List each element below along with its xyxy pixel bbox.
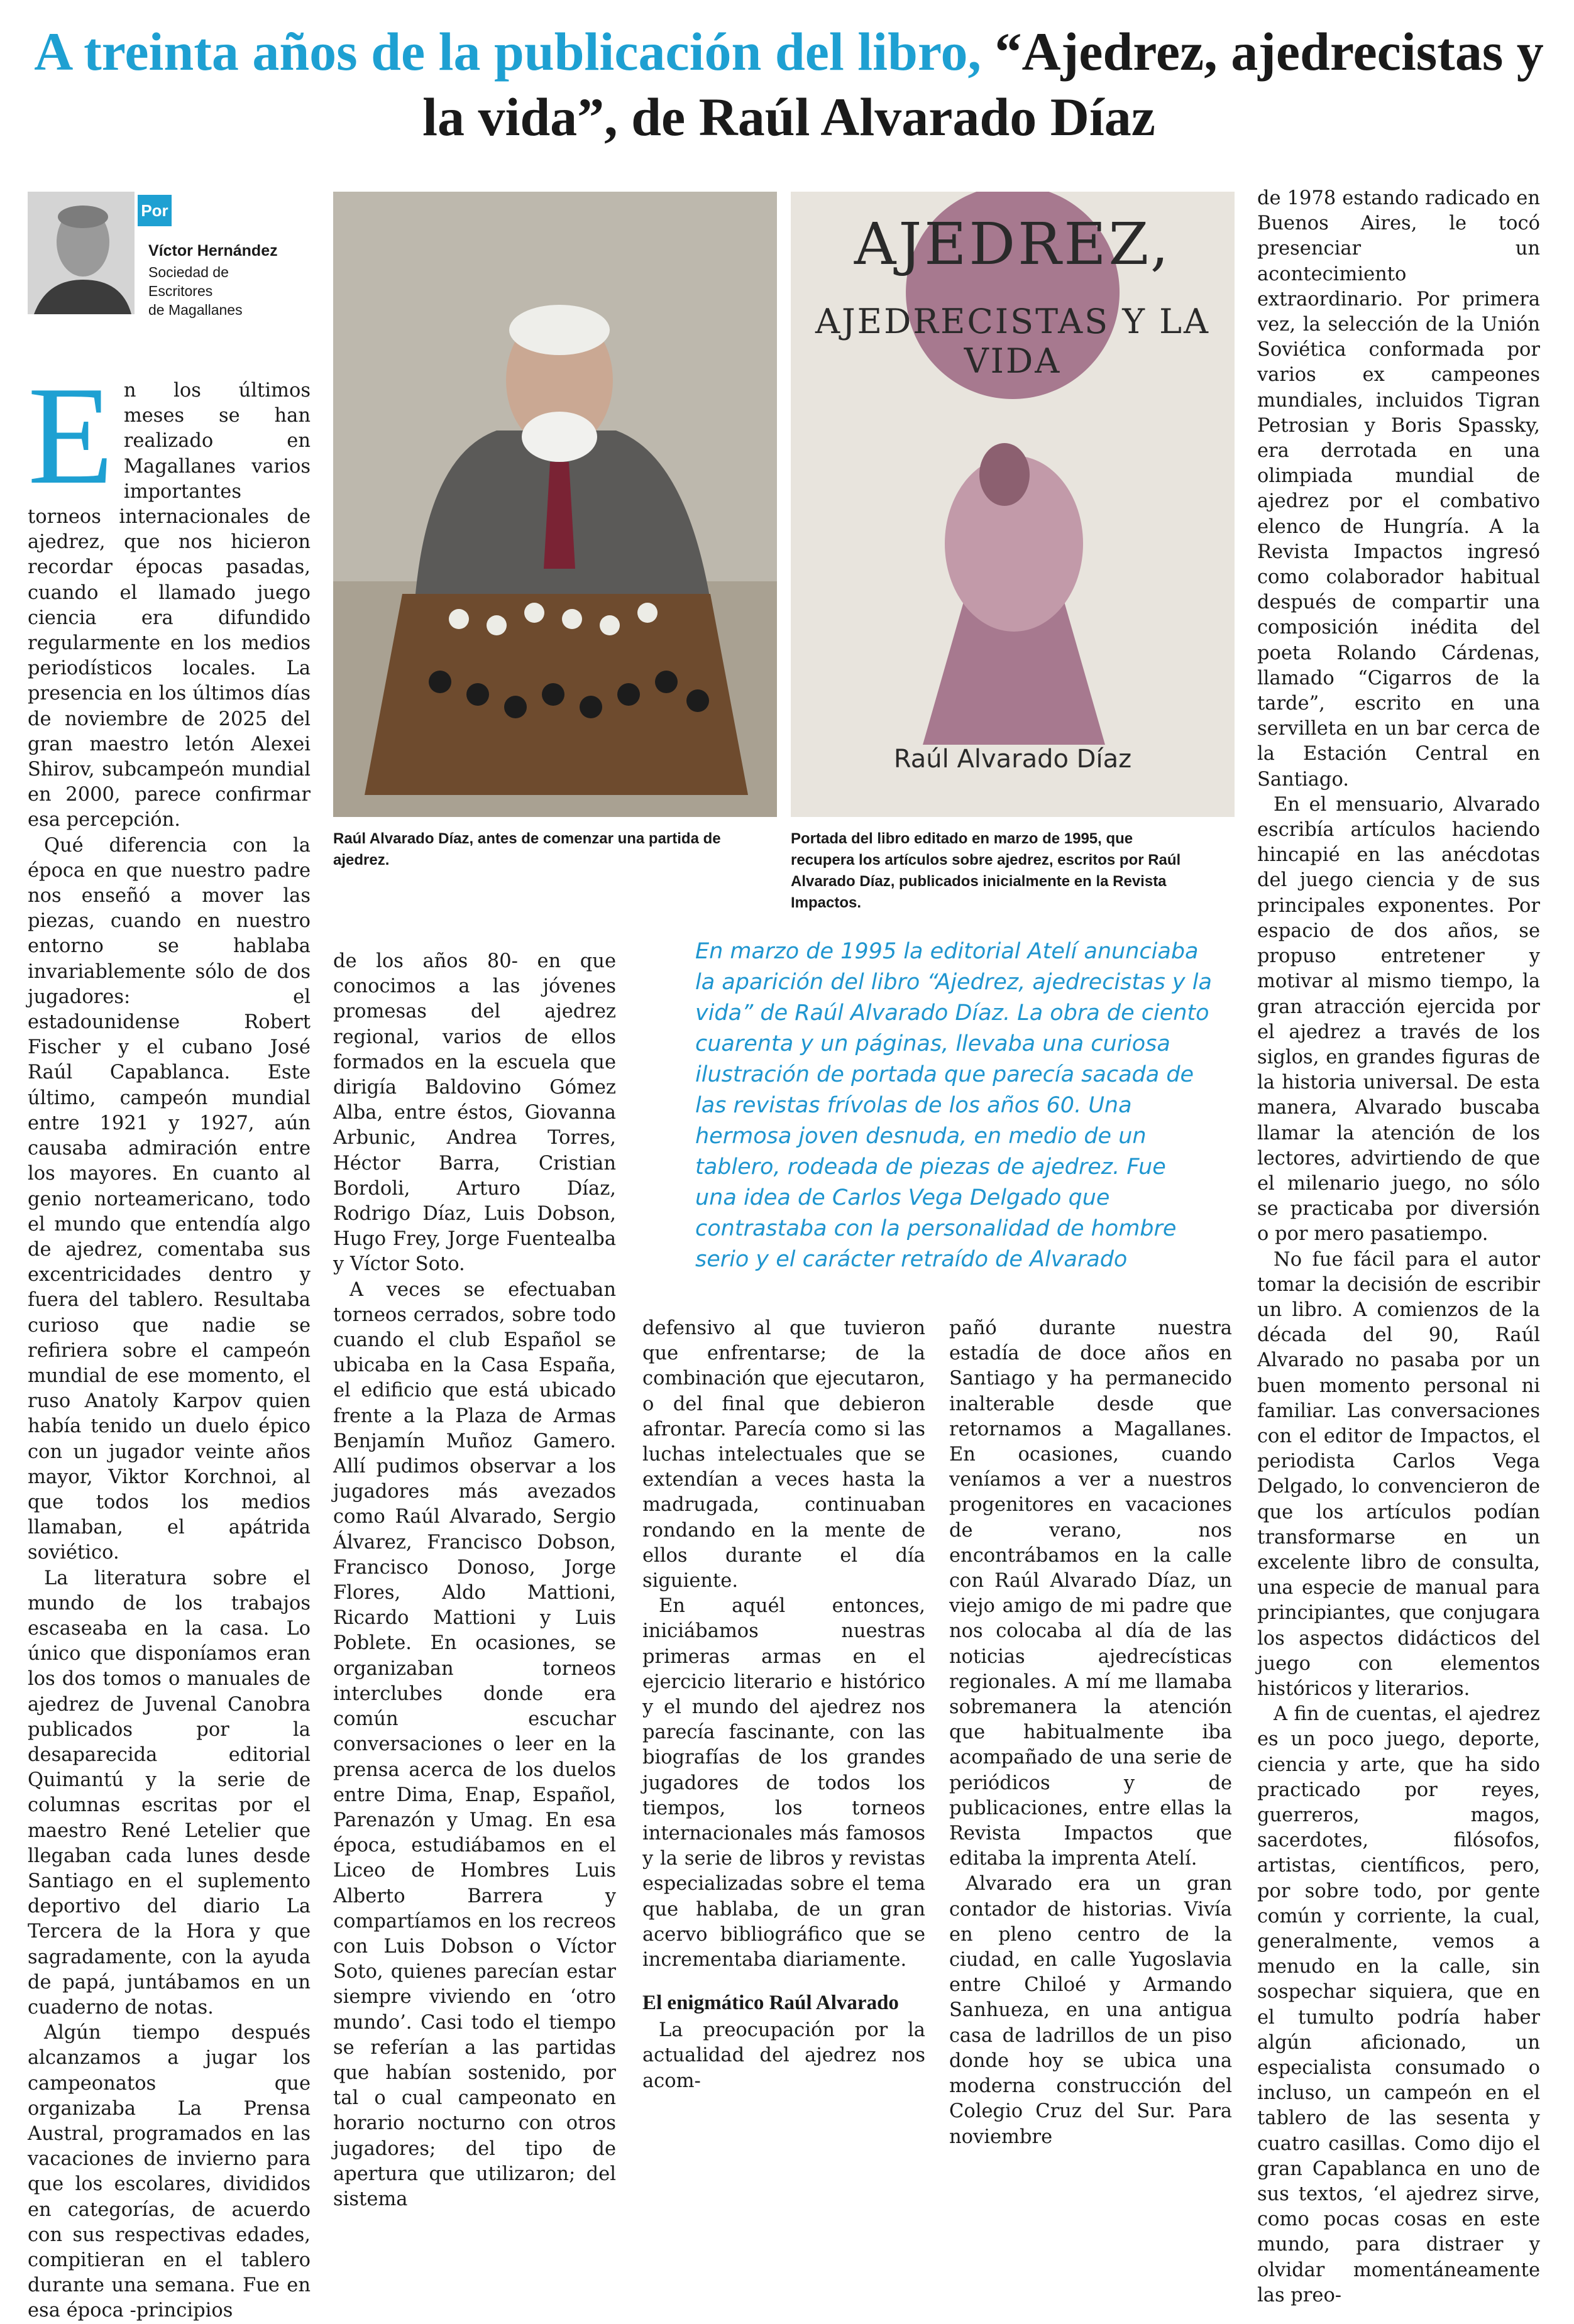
chess-player-illustration-icon xyxy=(333,192,777,817)
col3-paragraph: defensivo al que tuvieron que enfrentarse; de la combinación que ejecutaron, o del final que debieron afrontar. Parecía como si las luchas intelectuales que se extendían a veces hasta la madrugada, continuaban rondando en la mente de ellos durante el día siguiente. xyxy=(642,1317,925,1592)
col2-paragraph: de los años 80- en que conocimos a las jóvenes promesas del ajedrez regional, varios de ellos formados en la escuela que dirigía Baldovino Gómez Alba, entre éstos, Giovanna Arbunic, Andrea Torres, Héctor Barra, Cristian Bordoli, Arturo Díaz, Rodrigo Díaz, Luis Dobson, Hugo Frey, Jorge Fuentealba y Víctor Soto. xyxy=(333,950,616,1276)
author-photo xyxy=(28,192,135,314)
book-caption: Portada del libro editado en marzo de 1995, que recupera los artículos sobre ajedrez, escritos por Raúl Alvarado Díaz, publicados inicialmente en la Revista Impactos. xyxy=(791,830,1181,911)
col3-paragraph: La preocupación por la actualidad del ajedrez nos acom- xyxy=(642,2019,925,2092)
headline xyxy=(25,19,1553,150)
author-name: Víctor Hernández xyxy=(148,242,278,260)
photo1-caption: Raúl Alvarado Díaz, antes de comenzar una partida de ajedrez. xyxy=(333,830,721,869)
byline-tag-text: Por xyxy=(141,201,168,220)
col3-paragraph: En aquél entonces, iniciábamos nuestras primeras armas en el ejercicio literario e histórico y el mundo del ajedrez nos parecía fascinante, con las biografías de los grandes jugadores de todos los tiempos, los torneos internacionales más famosos y la serie de libros y revistas especializadas sobre el tema que hablaba, de un gran acervo bibliográfico que se incrementaba diariamente. xyxy=(642,1595,925,1971)
col5-paragraph: A fin de cuentas, el ajedrez es un poco juego, deporte, ciencia y arte, que ha sido practicado por reyes, guerreros, magos, sacerdotes, filósofos, artistas, científicos, pero, por sobre todo, por gente común y corriente, la cual, generalmente, vemos a menudo en la calle, sin sospechar siquiera, que en el tumulto podría haber algún aficionado, un especialista consumado o incluso, un campeón en el tablero de las sesenta y cuatro casillas. Como dijo el gran Capablanca en uno de sus textos, ‘el ajedrez sirve, como pocas cosas en este mundo, para distraer y olvidar momentáneamente las preo- xyxy=(1257,1703,1540,2306)
col1-paragraph: Qué diferencia con la época en que nuestro padre nos enseñó a mover las piezas, cuando en nuestro entorno se hablaba invariablemente sólo de dos jugadores: el estadounidense Robert Fischer y el cubano José Raúl Capablanca. Este último, campeón mundial entre 1921 y 1927, aún causaba admiración entre los mayores. En cuanto al genio norteamericano, todo el mundo que entendía algo de ajedrez, comentaba sus excentricidades dentro y fuera del tablero. Resultaba curioso que nadie se refiriera sobre el campeón mundial de ese momento, el ruso Anatoly Karpov quien había tenido un duelo épico con un jugador veinte años mayor, Viktor Korchnoi, al que todos los medios llamaban, el apátrida soviético. xyxy=(28,834,311,1564)
book-subtitle: AJEDRECISTAS Y LA VIDA xyxy=(815,302,1210,381)
column-5 xyxy=(1257,186,1540,2308)
byline-tag xyxy=(138,195,172,226)
column-1 xyxy=(28,358,311,2324)
author-org-line3: de Magallanes xyxy=(148,302,243,318)
book-title: AJEDREZ, xyxy=(854,211,1172,278)
col2-paragraph: A veces se efectuaban torneos cerrados, sobre todo cuando el club Español se ubicaba en la Casa España, el edificio que está ubicado frente a la Plaza de Armas Benjamín Muñoz Gamero. Allí pudimos observar a los jugadores más avezados como Raúl Alvarado, Sergio Álvarez, Francisco Dobson, Francisco Donoso, Jorge Flores, Aldo Mattioni, Ricardo Mattioni y Luis Poblete. En ocasiones, se organizaban torneos interclubes donde era común escuchar conversaciones o leer en la prensa acerca de los duelos entre Dima, Enap, Español, Parenazón y Umag. En esa época, estudiábamos en el Liceo de Hombres Luis Alberto Barrera y compartíamos en los recreos con Luis Dobson o Víctor Soto, quienes parecían estar siempre viviendo en ‘otro mundo’. Casi todo el tiempo se referían a las partidas que habían sostenido, por tal o cual campeonato en horario nocturno con otros jugadores; del tipo de apertura que utilizaron; del sistema xyxy=(333,1278,616,2210)
section-subhead: El enigmático Raúl Alvarado xyxy=(642,1992,899,2015)
col4-paragraph: Alvarado era un gran contador de historias. Vivía en pleno centro de la ciudad, en calle Yugoslavia entre Chiloé y Armando Sanhueza, en una antigua casa de ladrillos de un piso donde hoy se ubica una moderna construcción del Colegio Cruz del Sur. Para noviembre xyxy=(949,1873,1232,2148)
author-org xyxy=(148,263,243,319)
col5-paragraph: En el mensuario, Alvarado escribía artículos haciendo hincapié en las anécdotas del juego ciencia y de sus principales exponentes. Por espacio de dos años, se propuso entretener y motivar al mismo tiempo, la gran atracción ejercida por el ajedrez a través de los siglos, en grandes figuras de la historia universal. De esta manera, Alvarado buscaba llamar la atención de los lectores, advirtiendo de que el milenario juego, no sólo se practicaba por diversión o por mero pasatiempo. xyxy=(1257,793,1540,1246)
book-cover xyxy=(791,192,1235,817)
col1-paragraph: Algún tiempo después alcanzamos a jugar los campeonatos que organizaba La Prensa Austral, programados en las vacaciones de invierno para que los escolares, divididos en categorías, de acuerdo con sus respectivas edades, compitieran en el tablero durante una semana. Fue en esa época -principios xyxy=(28,2022,311,2322)
col4-paragraph: pañó durante nuestra estadía de doce años en Santiago y ha permanecido inalterable desde que retornamos a Magallanes. En ocasiones, cuando veníamos a ver a nuestros progenitores en vacaciones de verano, nos encontrábamos en la calle con Raúl Alvarado Díaz, un viejo amigo de mi padre que nos colocaba al día de las noticias ajedrecísticas regionales. A mí me llamaba sobremanera la atención que habitualmente iba acompañado de una serie de periódicos y de publicaciones, entre ellas la Revista Impactos que editaba la imprenta Atelí. xyxy=(949,1317,1232,1870)
col5-paragraph: de 1978 estando radicado en Buenos Aires, le tocó presenciar un acontecimiento extraordinario. Por primera vez, la selección de la Unión Soviética conformada por varios ex campeones mundiales, incluidos Tigran Petrosian y Boris Spassky, era derrotada en una olimpiada mundial de ajedrez por el combativo elenco de Hungría. A la Revista Impactos ingresó como colaborador habitual después de compartir una composición inédita del poeta Rolando Cárdenas, llamado “Cigarros de la tarde”, escrito en una servilleta en un bar cerca de la Estación Central en Santiago. xyxy=(1257,187,1540,791)
book-keyhole-illustration-icon xyxy=(791,192,1235,817)
author-org-line1: Sociedad de xyxy=(148,264,229,280)
headline-part2: “Ajedrez, ajedrecistas y la vida”, de Raúl Alvarado Díaz xyxy=(422,21,1544,147)
pull-quote: En marzo de 1995 la editorial Atelí anunciaba la aparición del libro “Ajedrez, ajedrecistas y la vida” de Raúl Alvarado Díaz. La obra de ciento cuarenta y un páginas, llevaba una curiosa ilustración de portada que parecía sacada de las revistas frívolas de los años 60. Una hermosa joven desnuda, en medio de un tablero, rodeada de piezas de ajedrez. Fue una idea de Carlos Vega Delgado que contrastaba con la personalidad de hombre serio y el carácter retraído de Alvarado xyxy=(695,939,1212,1272)
column-2 xyxy=(333,949,616,2212)
photo-chess-player xyxy=(333,192,777,817)
drop-cap: E xyxy=(28,358,114,513)
column-4 xyxy=(949,1316,1232,2150)
col1-paragraph: La literatura sobre el mundo de los trabajos escaseaba en la casa. Lo único que disponíamos eran los dos tomos o manuales de ajedrez de Juvenal Canobra publicados por la desaparecida editorial Quimantú y la serie de columnas escritas por el maestro René Letelier que llegaban cada lunes desde Santiago en el suplemento deportivo del diario La Tercera de la Hora y que sagradamente, con la ayuda de papá, juntábamos en un cuaderno de notas. xyxy=(28,1567,311,2019)
headline-part1: A treinta años de la publicación del libro, xyxy=(34,21,982,82)
column-3 xyxy=(642,1316,925,2094)
author-org-line2: Escritores xyxy=(148,283,213,299)
author-portrait-icon xyxy=(28,192,135,314)
col1-paragraph: n los últimos meses se han realizado en Magallanes varios importantes torneos internacionales de ajedrez, que nos hicieron recordar épocas pasadas, cuando el llamado juego ciencia era difundido regularmente en los medios periodísticos locales. La presencia en los últimos días de noviembre de 2025 del gran maestro letón Alexei Shirov, subcampeón mundial en 2000, parece confirmar esa percepción. xyxy=(28,380,311,831)
col5-paragraph: No fue fácil para el autor tomar la decisión de escribir un libro. A comienzos de la década del 90, Raúl Alvarado no pasaba por un buen momento personal ni familiar. Las conversaciones con el editor de Impactos, el periodista Carlos Vega Delgado, lo convencieron de que los artículos podían transformarse en un excelente libro de consulta, una especie de manual para principiantes, que conjugara los aspectos didácticos del juego con elementos históricos y literarios. xyxy=(1257,1248,1540,1700)
book-author: Raúl Alvarado Díaz xyxy=(893,745,1132,774)
